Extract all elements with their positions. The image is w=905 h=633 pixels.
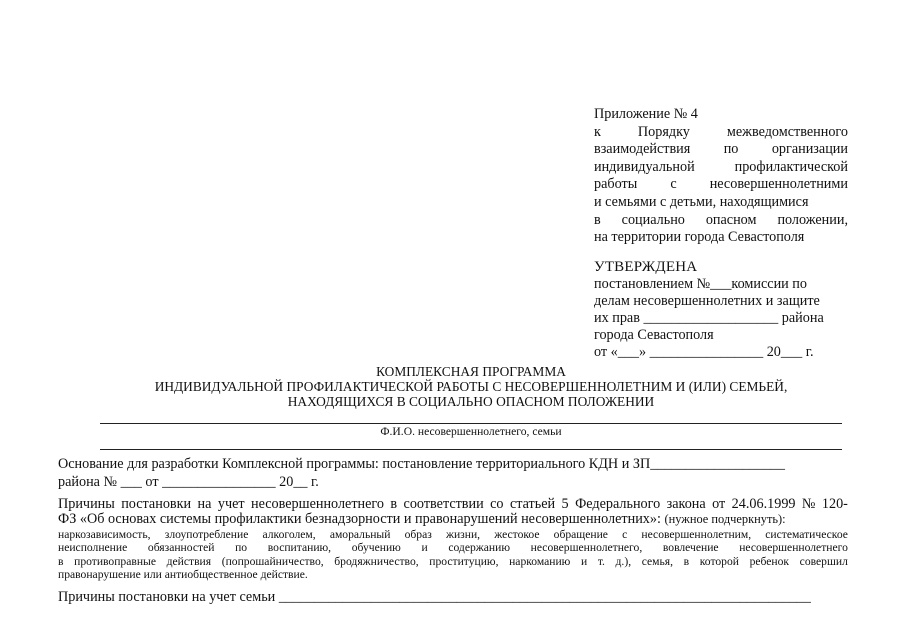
word: обязанностей [147, 541, 215, 555]
word: положении, [777, 211, 848, 228]
appendix-block [594, 106, 848, 247]
basis-line: района № ___ от ________________ 20__ г. [58, 474, 319, 490]
reasons-list-body [58, 528, 848, 569]
reasons-note: (нужное подчеркнуть): [664, 512, 786, 527]
word: несовершеннолетнего, [530, 541, 643, 555]
word: обучению [351, 541, 401, 555]
word: статьей [509, 496, 556, 512]
word: опасном [705, 211, 757, 228]
word: т. [597, 554, 605, 568]
appendix-last-line: на территории города Севастополя [594, 229, 805, 246]
word: противоправные [74, 554, 156, 568]
word: содержанию [448, 541, 511, 555]
word: 24.06.1999 [731, 496, 796, 512]
word: постановки [121, 496, 192, 512]
word: проституцию, [429, 554, 499, 568]
appendix-line [594, 159, 848, 177]
word: Порядку [637, 123, 690, 140]
word: на [197, 496, 212, 512]
reasons-block [58, 497, 848, 582]
word: 5 [561, 496, 569, 512]
word: злоупотребление [164, 527, 249, 541]
word: наркоманию [509, 554, 571, 568]
word: Федерального [575, 496, 661, 512]
word: социально [621, 211, 685, 228]
word: несовершеннолетнего [739, 541, 848, 555]
reasons-line [58, 497, 848, 512]
word: профилактической [734, 158, 848, 175]
word: к [594, 123, 601, 140]
word: работы [594, 176, 638, 193]
word: и [421, 541, 428, 555]
word: межведомственного [726, 123, 848, 140]
program-title-line: НАХОДЯЩИХСЯ В СОЦИАЛЬНО ОПАСНОМ ПОЛОЖЕНИИ [287, 394, 655, 410]
word: вовлечение [662, 541, 719, 555]
basis-line: Основание для разработки Комплексной программы: постановление территориального КДН и ЗП___________________ [58, 456, 785, 472]
fio-underline [100, 449, 842, 450]
word: с [670, 176, 677, 193]
program-title-line: ИНДИВИДУАЛЬНОЙ ПРОФИЛАКТИЧЕСКОЙ РАБОТЫ С НЕСОВЕРШЕННОЛЕТНИМ И (ИЛИ) СЕМЬЕЙ, [154, 379, 788, 395]
word: организации [771, 141, 848, 158]
word: в [390, 496, 398, 512]
word: обращение [553, 527, 608, 541]
word: аморальный [329, 527, 391, 541]
appendix-line [594, 141, 848, 159]
word: № [801, 496, 816, 512]
fio-line [100, 423, 842, 424]
word: наркозависимость, [58, 527, 151, 541]
word: (попрошайничество, [221, 554, 324, 568]
word: совершил [799, 554, 848, 568]
word: жизни, [445, 527, 481, 541]
word: алкоголем, [262, 527, 316, 541]
approval-line: постановлением №___комиссии по [594, 276, 807, 292]
word: и семьями с детьми, находящимися [594, 193, 809, 210]
word: по [235, 541, 248, 555]
word: взаимодействия [594, 141, 691, 158]
reasons-list-line [58, 555, 848, 569]
reasons-list-line [58, 541, 848, 555]
approval-line: от «___» ________________ 20___ г. [594, 344, 814, 360]
word: учет [217, 496, 245, 512]
word: несовершеннолетним, [641, 527, 752, 541]
fio-caption: Ф.И.О. несовершеннолетнего, семьи [380, 425, 562, 438]
basis-block [58, 455, 848, 491]
appendix-body [594, 124, 848, 230]
appendix-line [594, 212, 848, 230]
reasons-law-title: ФЗ «Об основах системы профилактики безнадзорности и правонарушений несовершеннолетних»: [58, 511, 661, 528]
word: воспитанию, [267, 541, 332, 555]
word: систематическое [765, 527, 848, 541]
word: от [712, 496, 726, 512]
word: жестокое [494, 527, 540, 541]
approval-block [594, 259, 854, 361]
word: по [723, 141, 739, 158]
appendix-line [594, 176, 848, 194]
word: ребенок [749, 554, 790, 568]
program-title [60, 364, 882, 410]
word: со [490, 496, 504, 512]
word: несовершеннолетними [709, 176, 848, 193]
word: и [580, 554, 588, 568]
family-blank[interactable]: ___________________________________________________________________________ [278, 589, 811, 605]
word: 120- [821, 496, 848, 512]
program-title-line: КОМПЛЕКСНАЯ ПРОГРАММА [376, 364, 566, 379]
word: закона [666, 496, 706, 512]
word: несовершеннолетнего [251, 496, 384, 512]
reasons-list-line [58, 528, 848, 542]
approval-heading: УТВЕРЖДЕНА [594, 259, 698, 275]
reasons-list-last: правонарушение или антиобщественное действие. [58, 568, 308, 582]
word: в [594, 211, 601, 228]
approval-line: делам несовершеннолетних и защите [594, 293, 820, 309]
approval-line: города Севастополя [594, 327, 714, 343]
word: неисполнение [58, 541, 128, 555]
appendix-title: Приложение № 4 [594, 106, 698, 122]
word: соответствии [403, 496, 484, 512]
word: в [683, 554, 690, 568]
word: в [58, 554, 64, 568]
word: д.), [615, 554, 632, 568]
reasons-line [58, 512, 848, 527]
word: индивидуальной [594, 158, 695, 175]
appendix-line [594, 194, 848, 212]
word: образ [404, 527, 432, 541]
family-reasons [58, 589, 848, 606]
word: семья, [641, 554, 674, 568]
word: бродяжничество, [334, 554, 419, 568]
family-label: Причины постановки на учет семьи [58, 589, 276, 605]
appendix-line [594, 124, 848, 142]
word: Причины [58, 496, 115, 512]
approval-line: их прав ___________________ района [594, 310, 824, 326]
word: которой [699, 554, 739, 568]
word: с [622, 527, 628, 541]
word: действия [166, 554, 212, 568]
reasons-list [58, 528, 848, 582]
